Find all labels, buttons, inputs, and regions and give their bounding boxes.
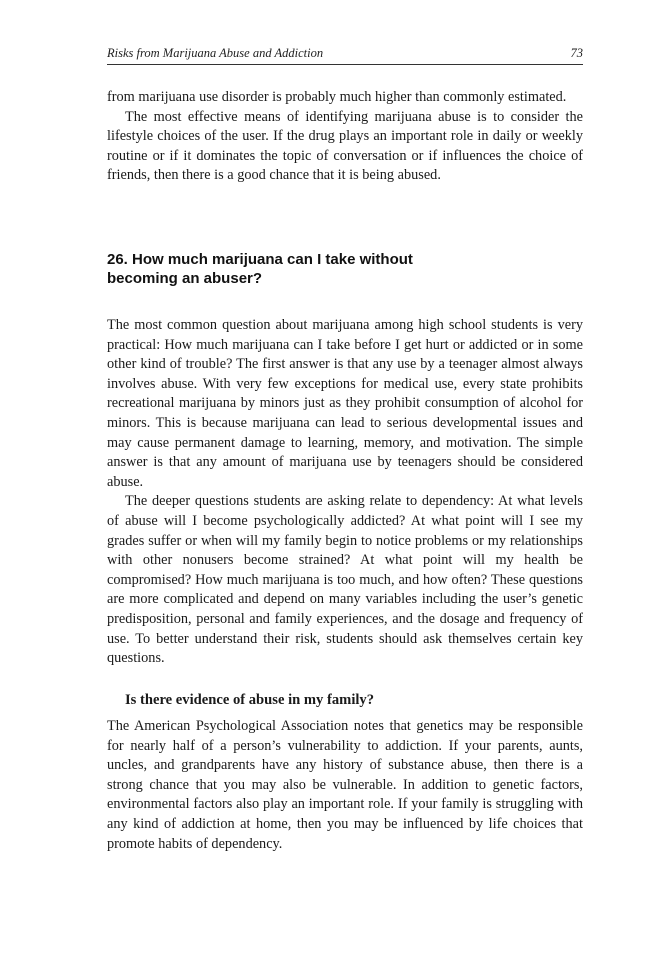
- text-block-answer: [107, 316, 583, 669]
- question-heading: [107, 250, 583, 288]
- text-block-intro: [107, 88, 583, 186]
- paragraph: from marijuana use disorder is probably much higher than commonly estimated.: [107, 89, 567, 105]
- running-title: Risks from Marijuana Abuse and Addiction: [107, 46, 324, 60]
- text-block-family: [107, 717, 583, 854]
- question-heading-line: 26. How much marijuana can I take without: [107, 251, 413, 268]
- running-head: [107, 46, 583, 65]
- paragraph: The most common question about marijuana among high school students is very practical: How much marijuana can I take before I get hurt or addicted or in some other kind of trouble? The first answer is that any use by a teenager almost always involves abuse. With very few exceptions for medical use, every state prohibits recreational marijuana by minors just as they prohibit consumption of alcohol for minors. This is because marijuana can lead to serious developmental issues and may cause permanent damage to learning, memory, and motivation. The simple answer is that any amount of marijuana use by teenagers should be considered abuse.: [107, 317, 583, 490]
- paragraph: The deeper questions students are asking relate to dependency: At what levels of abuse will I become psychologically addicted? At what point will I see my grades suffer or when will my family begin to notice problems or my relationships with other nonusers become strained? At what point will my health be compromised? How much marijuana is too much, and how often? These questions are more complicated and depend on many variables including the user’s genetic predisposition, personal and family experiences, and the dosage and frequency of use. To better understand their risk, students should ask themselves certain key questions.: [107, 493, 583, 667]
- subsection-heading: Is there evidence of abuse in my family?: [125, 692, 375, 708]
- paragraph: The American Psychological Association notes that genetics may be responsible for nearly half of a person’s vulnerability to addiction. If your parents, aunts, uncles, and grandparents have any history of substance abuse, then there is a strong chance that you may also be vulnerable. In addition to genetic factors, environmental factors also play an important role. If your family is struggling with any kind of addiction at home, then you may be influenced by life choices that promote habits of dependency.: [107, 718, 583, 852]
- paragraph: The most effective means of identifying marijuana abuse is to consider the lifestyle choices of the user. If the drug plays an important role in daily or weekly routine or if it dominates the topic of conversation or if influences the choice of friends, then there is a good chance that it is being abused.: [107, 108, 583, 184]
- question-heading-line: becoming an abuser?: [107, 270, 263, 287]
- page-number: 73: [570, 46, 583, 60]
